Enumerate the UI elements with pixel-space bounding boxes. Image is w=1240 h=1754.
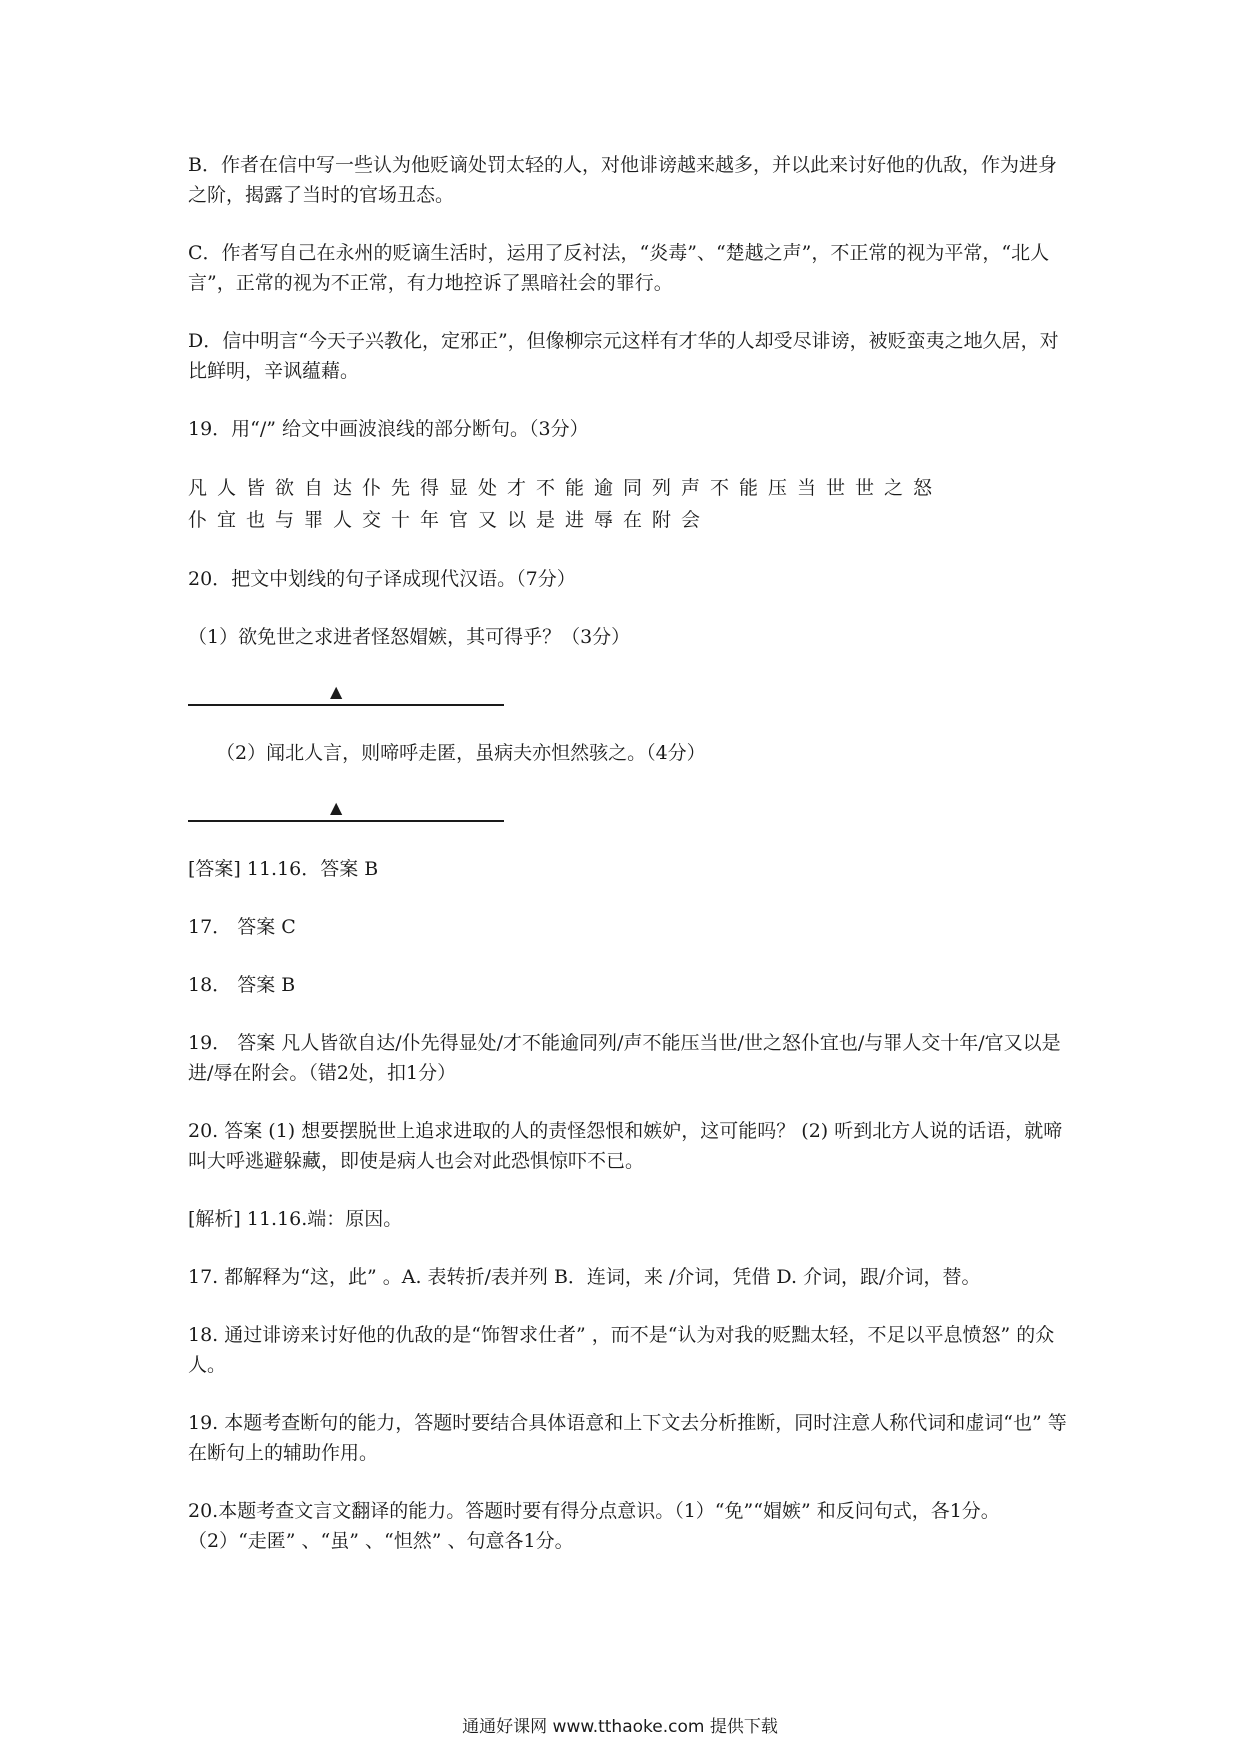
answer-20: 20. 答案 (1) 想要摆脱世上追求进取的人的责怪怨恨和嫉妒，这可能吗？ (2) 听到北方人说的话语，就啼叫大呼逃避躲藏，即使是病人也会对此恐惧惊吓不已。 bbox=[188, 1120, 1063, 1172]
analysis-18: 18. 通过诽谤来讨好他的仇敌的是“饰智求仕者” ，而不是“认为对我的贬黜太轻，不足以平息愤怒” 的众人。 bbox=[188, 1324, 1055, 1376]
question-20-prompt: 20．把文中划线的句子译成现代汉语。（7分） bbox=[188, 568, 576, 590]
analysis-19: 19. 本题考查断句的能力，答题时要结合具体语意和上下文去分析推断，同时注意人称代词和虚词“也” 等在断句上的辅助作用。 bbox=[188, 1412, 1067, 1464]
analysis-20: 20.本题考查文言文翻译的能力。答题时要有得分点意识。（1）“免”“媢嫉” 和反问句式，各1分。（2）“走匿” 、“虽” 、“怛然” 、句意各1分。 bbox=[188, 1500, 1000, 1552]
analysis-17: 17. 都解释为“这，此” 。A. 表转折/表并列 B．连词，来 /介词，凭借 D. 介词，跟/介词，替。 bbox=[188, 1266, 981, 1288]
document-body bbox=[188, 150, 1068, 1584]
question-19-line-2: 仆宜也与罪人交十年官又以是进辱在附会 bbox=[188, 509, 711, 531]
option-d: D．信中明言“今天子兴教化，定邪正”，但像柳宗元这样有才华的人却受尽诽谤，被贬蛮夷之地久居，对比鲜明，辛讽蕴藉。 bbox=[188, 330, 1059, 382]
answer-blank-2 bbox=[188, 792, 504, 822]
answer-18: 18． 答案 B bbox=[188, 974, 296, 996]
analysis-16: [解析] 11.16.端：原因。 bbox=[188, 1208, 403, 1230]
triangle-marker-icon: ▲ bbox=[330, 798, 343, 817]
answer-16: [答案] 11.16．答案 B bbox=[188, 858, 379, 880]
question-19-line-1: 凡人皆欲自达仆先得显处才不能逾同列声不能压当世世之怒 bbox=[188, 477, 943, 499]
answer-blank-1 bbox=[188, 676, 504, 706]
option-c: C．作者写自己在永州的贬谪生活时，运用了反衬法，“炎毒”、“楚越之声”，不正常的视为平常，“北人言”，正常的视为不正常，有力地控诉了黑暗社会的罪行。 bbox=[188, 242, 1050, 294]
question-20-sub-1: （1）欲免世之求进者怪怒媢嫉，其可得乎？（3分） bbox=[188, 626, 631, 648]
question-20-sub-2: （2）闻北人言，则啼呼走匿，虽病夫亦怛然骇之。（4分） bbox=[216, 742, 706, 764]
option-b: B．作者在信中写一些认为他贬谪处罚太轻的人，对他诽谤越来越多，并以此来讨好他的仇敌，作为进身之阶，揭露了当时的官场丑态。 bbox=[188, 154, 1057, 206]
triangle-marker-icon: ▲ bbox=[330, 682, 343, 701]
question-19-text bbox=[188, 472, 1068, 536]
page-footer: 通通好课网 www.tthaoke.com 提供下载 bbox=[462, 1717, 778, 1737]
answer-19: 19． 答案 凡人皆欲自达/仆先得显处/才不能逾同列/声不能压当世/世之怒仆宜也/与罪人交十年/官又以是进/辱在附会。（错2处，扣1分） bbox=[188, 1032, 1061, 1084]
question-19-prompt: 19．用“/” 给文中画波浪线的部分断句。（3分） bbox=[188, 418, 589, 440]
answer-17: 17． 答案 C bbox=[188, 916, 296, 938]
